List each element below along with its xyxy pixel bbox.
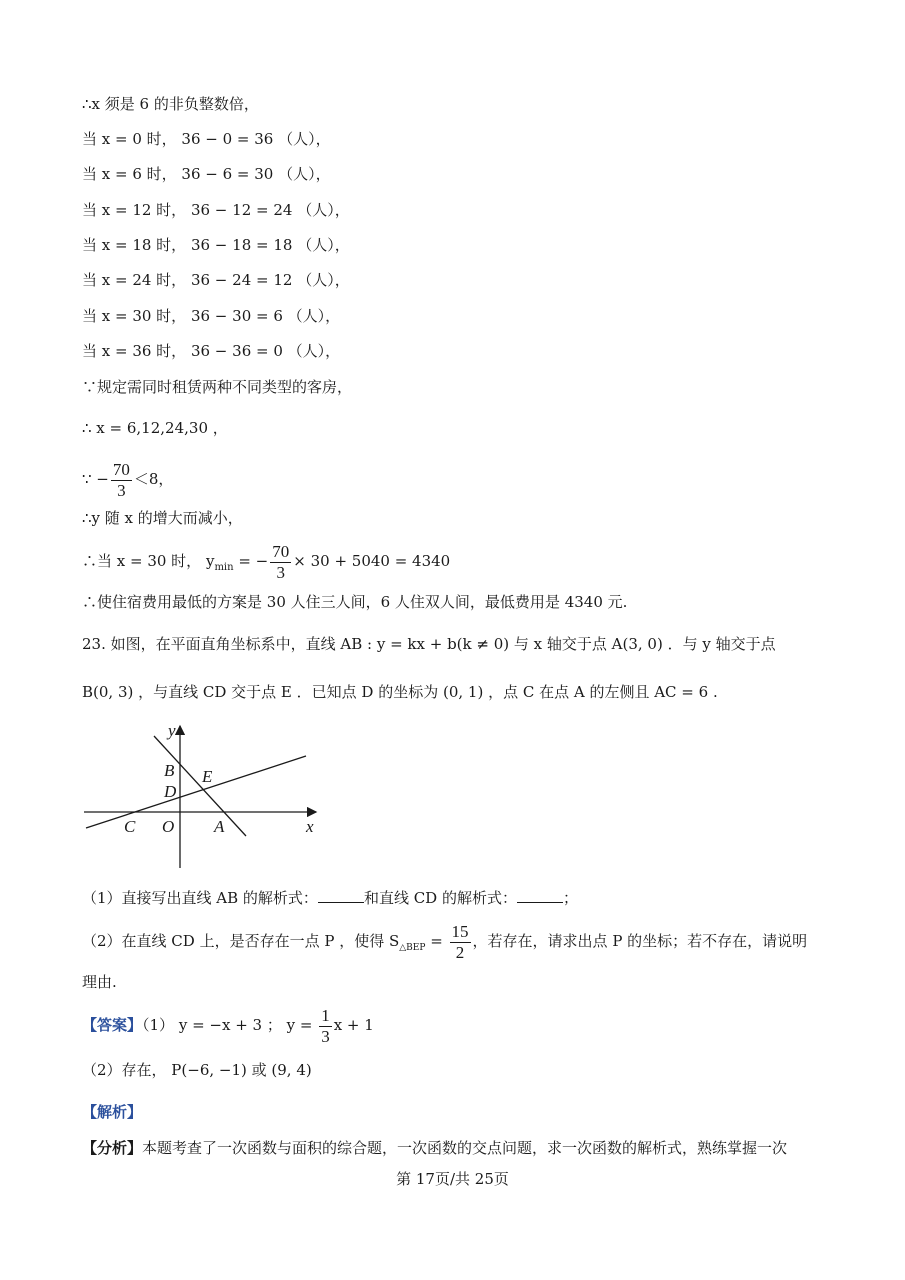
summary-tag: 【分析】 — [82, 1139, 143, 1157]
analysis-tag: 【解析】 — [82, 1103, 143, 1121]
numerator: 70 — [112, 459, 130, 479]
text-fragment: ∴当 x = 30 时， y — [82, 552, 215, 570]
label-e: E — [202, 767, 213, 786]
inequality-line — [82, 458, 173, 501]
text-fragment: = — [425, 932, 448, 950]
page-footer: 第 17页/共 25页 — [396, 1170, 509, 1188]
fraction — [270, 542, 291, 583]
text-line: 当 x = 12 时， 36 − 12 = 24 （人）， — [82, 201, 350, 219]
label-b: B — [164, 761, 175, 780]
numerator: 1 — [321, 1005, 330, 1025]
analysis-summary-line — [82, 1138, 787, 1158]
label-c: C — [124, 817, 136, 836]
denominator: 3 — [117, 480, 126, 500]
fraction — [319, 1006, 332, 1047]
denominator: 3 — [321, 1026, 330, 1046]
label-x: x — [306, 817, 314, 836]
text-line: 当 x = 0 时， 36 − 0 = 36 （人）， — [82, 130, 331, 148]
text-line: ∵规定需同时租赁两种不同类型的客房， — [82, 378, 353, 396]
text-fragment: = − — [233, 552, 269, 570]
answer-blank — [318, 888, 364, 903]
text-fragment: × 30 + 5040 = 4340 — [293, 552, 451, 570]
minimum-line — [82, 540, 450, 589]
fraction — [450, 922, 471, 963]
denominator: 3 — [276, 562, 285, 582]
text-line: 当 x = 36 时， 36 − 36 = 0 （人）， — [82, 342, 341, 360]
coordinate-figure — [84, 720, 324, 872]
label-d: D — [164, 782, 177, 801]
text-line: 当 x = 24 时， 36 − 24 = 12 （人）， — [82, 271, 350, 289]
text-line: ∴x 须是 6 的非负整数倍， — [82, 95, 259, 113]
text-fragment: ； — [562, 889, 578, 907]
part-1-line — [82, 888, 578, 908]
label-y: y — [168, 721, 176, 740]
conclusion-line: ∴使住宿费用最低的方案是 30 人住三人间，6 人住双人间，最低费用是 4340 元. — [82, 593, 628, 611]
text-fragment: （1） y = −x + 3 ； y = — [142, 1016, 318, 1034]
answer-blank — [517, 888, 563, 903]
text-fragment: （1）直接写出直线 AB 的解析式： — [82, 889, 318, 907]
subscript: min — [214, 562, 234, 573]
numerator: 70 — [272, 541, 290, 561]
text-line: ∴ x = 6,12,24,30 ， — [82, 419, 228, 437]
label-a: A — [214, 817, 225, 836]
text-line: ∴y 随 x 的增大而减小， — [82, 509, 243, 527]
text-fragment: ，若存在，请求出点 P 的坐标；若不存在，请说明 — [472, 932, 808, 950]
text-line: 当 x = 6 时， 36 − 6 = 30 （人）， — [82, 165, 331, 183]
text-fragment: ∵ − — [82, 470, 109, 488]
subscript: △BEP — [399, 943, 426, 953]
text-line: 当 x = 30 时， 36 − 30 = 6 （人）， — [82, 307, 341, 325]
answer-line-1 — [82, 1004, 374, 1047]
text-fragment: 本题考查了一次函数与面积的综合题，一次函数的交点问题，求一次函数的解析式，熟练掌握一次 — [142, 1139, 788, 1157]
answer-line-2: （2）存在， P(−6, −1) 或 (9, 4) — [82, 1061, 312, 1079]
part-2-continuation: 理由. — [82, 973, 117, 991]
label-o: O — [162, 817, 175, 836]
numerator: 15 — [451, 921, 469, 941]
text-line: 当 x = 18 时， 36 − 18 = 18 （人）， — [82, 236, 350, 254]
question-23-line-1: 23. 如图，在平面直角坐标系中，直线 AB : y = kx + b(k ≠ 0) 与 x 轴交于点 A(3, 0) ．与 y 轴交于点 — [82, 635, 776, 653]
text-fragment: x + 1 — [333, 1016, 374, 1034]
answer-tag: 【答案】 — [82, 1016, 143, 1034]
question-23-line-2: B(0, 3) ，与直线 CD 交于点 E ．已知点 D 的坐标为 (0, 1) ，点 C 在点 A 的左侧且 AC = 6 . — [82, 683, 718, 701]
text-fragment: （2）在直线 CD 上，是否存在一点 P ，使得 S — [82, 932, 400, 950]
part-2-line — [82, 920, 807, 969]
text-fragment: 和直线 CD 的解析式： — [363, 889, 517, 907]
denominator: 2 — [455, 942, 465, 962]
line-cd — [86, 756, 306, 828]
text-fragment: ＜8， — [133, 470, 174, 488]
fraction — [111, 460, 132, 501]
